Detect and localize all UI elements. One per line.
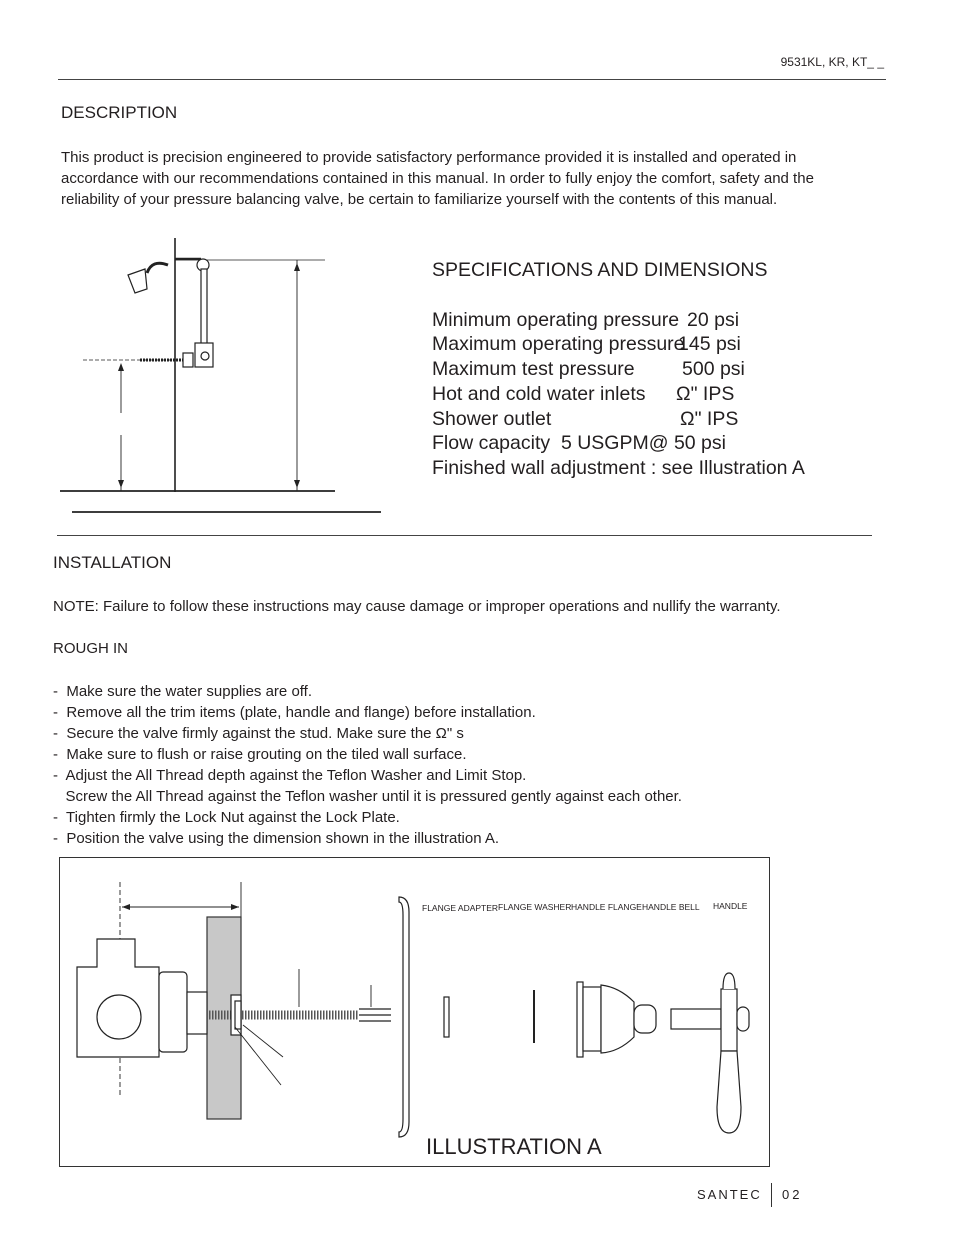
spec-label: Finished wall adjustment : see Illustration A (432, 456, 805, 479)
installation-steps (53, 681, 682, 849)
step-item: - Position the valve using the dimension shown in the illustration A. (53, 830, 500, 847)
spec-label: Flow capacity 5 USGPM@ 50 psi (432, 432, 726, 455)
part-label-handle-bell: HANDLE BELL (642, 902, 700, 912)
section-rule (57, 535, 872, 536)
footer-brand: SANTEC (697, 1187, 762, 1202)
model-number: 9531KL, KR, KT_ _ (780, 55, 884, 69)
spec-label: Minimum operating pressure (432, 308, 680, 331)
specifications-block (432, 258, 805, 481)
step-item: - Tighten firmly the Lock Nut against the Lock Plate. (53, 809, 400, 826)
spec-label: Hot and cold water inlets (432, 382, 646, 405)
spec-value: 500 psi (682, 358, 745, 381)
page-number: 02 (782, 1187, 803, 1202)
spec-row (432, 431, 805, 456)
spec-row (432, 456, 805, 481)
spec-row (432, 382, 805, 407)
spec-value: Ω" IPS (680, 407, 739, 430)
description-heading: DESCRIPTION (61, 103, 178, 122)
part-label-handle: HANDLE (713, 901, 748, 911)
specifications-heading: SPECIFICATIONS AND DIMENSIONS (432, 259, 768, 281)
spec-row (432, 332, 805, 357)
step-item: - Secure the valve firmly against the stud. Make sure the Ω" s (53, 725, 464, 742)
step-item: - Make sure to flush or raise grouting on the tiled wall surface. (53, 746, 467, 763)
part-label-flange-adapter: FLANGE ADAPTER (422, 903, 499, 913)
description-body: This product is precision engineered to provide satisfactory performance provided it is installed and operated in accordance with our recommendations contained in this manual. In order to fully enjoy the comfort, safety and the reliability of your pressure balancing valve, be certain to familiarize yourself with the contents of this manual. (61, 149, 814, 208)
footer-divider (771, 1183, 772, 1207)
step-item: - Adjust the All Thread depth against the Teflon Washer and Limit Stop. (53, 767, 527, 784)
shower-diagram (55, 235, 390, 520)
spec-value: 20 psi (687, 308, 740, 331)
spec-row (432, 357, 805, 382)
header-rule (58, 79, 886, 80)
spec-value: 145 psi (678, 333, 741, 356)
illustration-title: ILLUSTRATION A (426, 1134, 602, 1159)
rough-in-heading: ROUGH IN (53, 640, 128, 657)
step-item: - Make sure the water supplies are off. (53, 683, 313, 700)
spec-value: Ω" IPS (676, 382, 735, 405)
installation-heading: INSTALLATION (53, 553, 172, 572)
spec-row (432, 407, 805, 432)
spec-label: Shower outlet (432, 407, 552, 430)
step-item: - Remove all the trim items (plate, handle and flange) before installation. (53, 704, 536, 721)
step-item: Screw the All Thread against the Teflon washer until it is pressured gently against each other. (53, 788, 682, 805)
installation-note: NOTE: Failure to follow these instructions may cause damage or improper operations and nullify the warranty. (53, 598, 781, 615)
spec-label: Maximum operating pressure (432, 333, 685, 356)
part-label-flange-washer: FLANGE WASHER (498, 902, 572, 912)
spec-row (432, 308, 805, 333)
part-label-handle-flange: HANDLE FLANGE (571, 902, 642, 912)
spec-label: Maximum test pressure (432, 358, 635, 381)
